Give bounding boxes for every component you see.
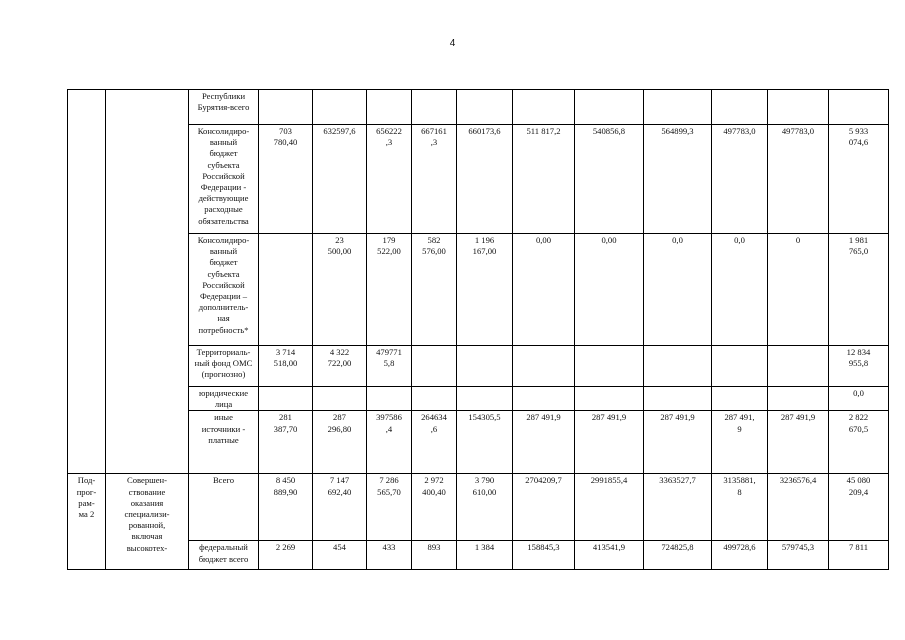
value-cell: 479771 5,8: [367, 346, 412, 387]
total-cell: 5 933 074,6: [829, 125, 889, 234]
funding-source: Территориаль- ный фонд ОМС (прогнозно): [189, 346, 259, 387]
funding-source: федеральный бюджет всего: [189, 541, 259, 570]
value-cell: [768, 346, 829, 387]
page-number: 4: [449, 38, 456, 49]
funding-source: юридические лица: [189, 387, 259, 411]
value-cell: 3236576,4: [768, 474, 829, 541]
value-cell: 264634 ,6: [412, 411, 457, 474]
value-cell: [768, 90, 829, 125]
value-cell: 7 286 565,70: [367, 474, 412, 541]
value-cell: 7 147 692,40: [313, 474, 367, 541]
program-name-cell-empty: [106, 90, 189, 474]
value-cell: 497783,0: [768, 125, 829, 234]
table-row: [68, 125, 889, 234]
value-cell: 511 817,2: [513, 125, 575, 234]
table-row: [68, 387, 889, 411]
value-cell: 656222 ,3: [367, 125, 412, 234]
value-cell: 158845,3: [513, 541, 575, 570]
value-cell: [412, 346, 457, 387]
value-cell: 3363527,7: [644, 474, 712, 541]
value-cell: 632597,6: [313, 125, 367, 234]
program-cell-empty: [68, 90, 106, 474]
value-cell: [457, 90, 513, 125]
value-cell: 154305,5: [457, 411, 513, 474]
value-cell: [644, 387, 712, 411]
value-cell: 3 790 610,00: [457, 474, 513, 541]
value-cell: [367, 387, 412, 411]
value-cell: [313, 387, 367, 411]
value-cell: [575, 387, 644, 411]
value-cell: 0,00: [575, 234, 644, 346]
value-cell: 2704209,7: [513, 474, 575, 541]
value-cell: 287 491,9: [575, 411, 644, 474]
value-cell: 413541,9: [575, 541, 644, 570]
value-cell: [712, 346, 768, 387]
value-cell: 564899,3: [644, 125, 712, 234]
table-row: [68, 411, 889, 474]
value-cell: 579745,3: [768, 541, 829, 570]
value-cell: [259, 234, 313, 346]
total-cell: 0,0: [829, 387, 889, 411]
value-cell: [367, 90, 412, 125]
value-cell: 499728,6: [712, 541, 768, 570]
value-cell: [457, 387, 513, 411]
value-cell: [644, 90, 712, 125]
total-cell: 45 080 209,4: [829, 474, 889, 541]
value-cell: [313, 90, 367, 125]
value-cell: [768, 387, 829, 411]
value-cell: [712, 387, 768, 411]
value-cell: 8 450 889,90: [259, 474, 313, 541]
table-row: [68, 474, 889, 541]
value-cell: 893: [412, 541, 457, 570]
value-cell: [644, 346, 712, 387]
value-cell: 4 322 722,00: [313, 346, 367, 387]
subprogram-name: Совершен- ствование оказания специализи- рованной, включая высокотех-: [106, 474, 189, 570]
subprogram-code: Под- прог- рам- ма 2: [68, 474, 106, 570]
value-cell: [712, 90, 768, 125]
value-cell: 2 972 400,40: [412, 474, 457, 541]
value-cell: 2 269: [259, 541, 313, 570]
value-cell: 0: [768, 234, 829, 346]
value-cell: [412, 90, 457, 125]
value-cell: 0,00: [513, 234, 575, 346]
value-cell: 497783,0: [712, 125, 768, 234]
value-cell: 287 296,80: [313, 411, 367, 474]
value-cell: [575, 346, 644, 387]
value-cell: [513, 346, 575, 387]
value-cell: [575, 90, 644, 125]
value-cell: 660173,6: [457, 125, 513, 234]
value-cell: 287 491,9: [513, 411, 575, 474]
value-cell: 287 491, 9: [712, 411, 768, 474]
value-cell: 0,0: [712, 234, 768, 346]
value-cell: 287 491,9: [644, 411, 712, 474]
total-cell: 2 822 670,5: [829, 411, 889, 474]
table-row: [68, 234, 889, 346]
funding-source: Консолидиро- ванный бюджет субъекта Российской Федерации - действующие расходные обязательства: [189, 125, 259, 234]
value-cell: 703 780,40: [259, 125, 313, 234]
value-cell: 281 387,70: [259, 411, 313, 474]
value-cell: 582 576,00: [412, 234, 457, 346]
total-cell: [829, 90, 889, 125]
value-cell: 724825,8: [644, 541, 712, 570]
funding-source: Всего: [189, 474, 259, 541]
value-cell: 433: [367, 541, 412, 570]
value-cell: 0,0: [644, 234, 712, 346]
value-cell: [513, 387, 575, 411]
value-cell: 397586 ,4: [367, 411, 412, 474]
value-cell: [457, 346, 513, 387]
value-cell: 540856,8: [575, 125, 644, 234]
value-cell: 667161 ,3: [412, 125, 457, 234]
value-cell: [259, 90, 313, 125]
value-cell: 454: [313, 541, 367, 570]
value-cell: 3 714 518,00: [259, 346, 313, 387]
value-cell: 1 196 167,00: [457, 234, 513, 346]
funding-source: иные источники - платные: [189, 411, 259, 474]
value-cell: 3135881, 8: [712, 474, 768, 541]
value-cell: [259, 387, 313, 411]
value-cell: 23 500,00: [313, 234, 367, 346]
value-cell: [513, 90, 575, 125]
table-row: [68, 541, 889, 570]
total-cell: 7 811: [829, 541, 889, 570]
value-cell: 2991855,4: [575, 474, 644, 541]
value-cell: 179 522,00: [367, 234, 412, 346]
table-row: [68, 90, 889, 125]
value-cell: [412, 387, 457, 411]
budget-table: [67, 89, 889, 570]
funding-source: Республики Бурятия-всего: [189, 90, 259, 125]
funding-source: Консолидиро- ванный бюджет субъекта Российской Федерации – дополнитель- ная потребность*: [189, 234, 259, 346]
total-cell: 1 981 765,0: [829, 234, 889, 346]
value-cell: 287 491,9: [768, 411, 829, 474]
total-cell: 12 834 955,8: [829, 346, 889, 387]
value-cell: 1 384: [457, 541, 513, 570]
table-row: [68, 346, 889, 387]
